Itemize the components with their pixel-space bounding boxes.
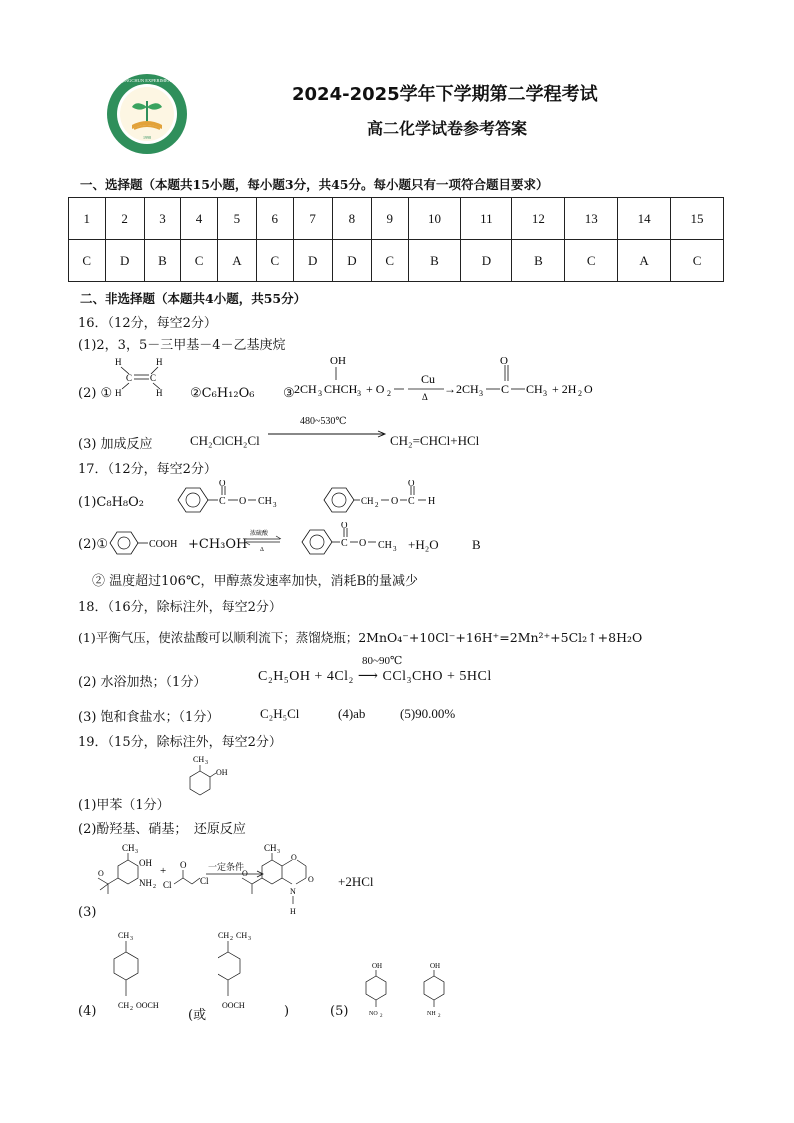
svg-text:2: 2 (578, 389, 582, 398)
q18-part2-label: (2) 水浴加热；（1分） (78, 675, 207, 690)
svg-text:O: O (239, 496, 247, 507)
question-number-cell: 11 (461, 198, 512, 240)
svg-text:Cu: Cu (421, 372, 436, 386)
svg-text:COOH: COOH (149, 539, 178, 550)
q16-part3-reactant: CH₂ClCH₂Cl (190, 433, 260, 448)
svg-text:2: 2 (387, 389, 391, 398)
svg-text:NH: NH (139, 878, 152, 888)
svg-text:3: 3 (393, 545, 397, 553)
svg-text:C: C (341, 538, 348, 549)
svg-text:OH: OH (430, 962, 441, 970)
svg-text:CHCH: CHCH (324, 382, 358, 396)
svg-text:+ O: + O (366, 382, 385, 396)
svg-text:NH: NH (427, 1011, 436, 1017)
answer-cell: C (257, 240, 294, 282)
page-title: 2024-2025学年下学期第二学程考试 (292, 84, 598, 105)
answer-cell: B (144, 240, 181, 282)
svg-text:3: 3 (479, 389, 483, 398)
svg-text:1998: 1998 (143, 135, 151, 140)
question-number-cell: 3 (144, 198, 181, 240)
section1-heading: 一、选择题（本题共15小题，每小题3分，共45分。每小题只有一项符合题目要求） (80, 177, 549, 192)
question-number-cell: 1 (69, 198, 106, 240)
svg-text:3: 3 (277, 849, 280, 855)
methyl-benzoate-structure (172, 480, 282, 526)
school-logo (106, 73, 188, 155)
answer-table (68, 197, 724, 282)
svg-text:O: O (219, 480, 226, 488)
answer-cell: D (461, 240, 512, 282)
svg-text:C: C (501, 382, 510, 396)
alcohol-oxidation-equation (294, 352, 614, 408)
svg-text:OH: OH (372, 962, 383, 970)
q17-part2-label: (2)① (78, 537, 109, 552)
answer-cell: C (565, 240, 618, 282)
svg-text:3: 3 (130, 936, 133, 942)
svg-text:CH: CH (193, 755, 205, 764)
svg-text:浓硫酸: 浓硫酸 (250, 531, 269, 537)
svg-text:O: O (291, 853, 297, 862)
question-number-cell: 4 (181, 198, 218, 240)
svg-text:2: 2 (153, 884, 156, 890)
svg-text:O: O (242, 869, 248, 878)
answer-cell: A (217, 240, 256, 282)
answer-cell: A (618, 240, 671, 282)
q19-part2: (2)酚羟基、硝基； 还原反应 (78, 822, 246, 837)
svg-text:C: C (150, 373, 157, 383)
table-row (69, 198, 724, 240)
answer-cell: D (332, 240, 371, 282)
svg-text:O: O (408, 480, 415, 488)
answer-cell: C (69, 240, 106, 282)
q17-part2-explanation: ② 温度超过106℃，甲醇蒸发速率加快，消耗B的量减少 (92, 574, 419, 589)
q17-title: 17．（12分，每空2分） (78, 462, 217, 477)
svg-text:Cl: Cl (163, 880, 172, 890)
q18-part3-answer: C₂H₅Cl (260, 706, 300, 721)
svg-text:CH: CH (218, 931, 230, 940)
section2-heading: 二、非选择题（本题共4小题，共55分） (80, 291, 307, 306)
svg-text:CH: CH (118, 931, 130, 940)
question-number-cell: 15 (671, 198, 724, 240)
svg-text:OOCH: OOCH (222, 1001, 245, 1010)
svg-text:O: O (98, 869, 104, 878)
q19-part4-or: (或 (188, 1008, 207, 1023)
q16-part1: (1)2，3，5－三甲基－4－乙基庚烷 (78, 338, 286, 353)
svg-text:OH: OH (139, 858, 152, 868)
svg-text:+ 2H: + 2H (552, 382, 577, 396)
svg-text:OOCH: OOCH (136, 1001, 159, 1010)
q19-part5-label: (5) (330, 1004, 349, 1019)
svg-text:O: O (308, 875, 314, 884)
svg-text:H: H (156, 388, 163, 398)
p-aminophenol-structure (418, 960, 452, 1026)
q19-part3-hcl: +2HCl (338, 874, 374, 889)
q19-part1: (1)甲苯（1分） (78, 798, 170, 813)
answer-cell: D (105, 240, 144, 282)
benzoic-acid-structure (106, 526, 186, 566)
q18-part2-equation: C₂H₅OH + 4Cl₂ ⟶ CCl₃CHO + 5HCl (258, 669, 492, 684)
svg-text:H: H (115, 357, 122, 367)
svg-text:→2: →2 (444, 382, 462, 396)
q18-part5: (5)90.00% (400, 706, 456, 721)
svg-text:2: 2 (438, 1014, 441, 1019)
svg-text:O: O (500, 355, 508, 367)
svg-text:Δ: Δ (422, 392, 428, 402)
q19-part4-label: (4) (78, 1004, 97, 1019)
benzyl-formate-structure (318, 480, 443, 526)
q16-part2-2: ②C₆H₁₂O₆ (190, 386, 255, 401)
q18-part3: (3) 饱和食盐水；（1分） (78, 710, 220, 725)
question-number-cell: 6 (257, 198, 294, 240)
svg-text:3: 3 (543, 389, 547, 398)
q19-title: 19．（15分，除标注外，每空2分） (78, 735, 282, 750)
question-number-cell: 7 (293, 198, 332, 240)
svg-text:3: 3 (273, 501, 277, 509)
o-cresol-structure (188, 754, 238, 808)
question-number-cell: 13 (565, 198, 618, 240)
svg-text:O: O (391, 496, 399, 507)
p-nitrophenol-structure (360, 960, 394, 1026)
q19-part3-condition: 一定条件 (208, 862, 245, 872)
svg-text:N: N (290, 887, 296, 896)
svg-text:H: H (290, 907, 296, 916)
svg-text:OH: OH (216, 768, 228, 777)
question-number-cell: 8 (332, 198, 371, 240)
svg-text:QINGCHUN EXPERIMENT: QINGCHUN EXPERIMENT (120, 78, 174, 83)
q18-title: 18．（16分，除标注外，每空2分） (78, 600, 282, 615)
q19-part3-label: (3) (78, 905, 97, 920)
svg-text:NO: NO (369, 1011, 378, 1017)
q17-part2-answer: B (472, 537, 481, 552)
answer-cell: B (408, 240, 461, 282)
q16-part3-product: CH₂=CHCl+HCl (390, 433, 480, 448)
svg-text:CH: CH (378, 540, 392, 551)
q17-part2-water: +H₂O (408, 537, 439, 552)
equilibrium-arrow (242, 528, 286, 556)
svg-text:CH: CH (361, 496, 374, 506)
svg-text:H: H (156, 357, 163, 367)
svg-text:2: 2 (130, 1006, 133, 1012)
question-number-cell: 14 (618, 198, 671, 240)
answer-cell: C (181, 240, 218, 282)
para-methylphenyl-formate-structure (112, 928, 182, 1022)
svg-text:O: O (180, 860, 187, 870)
svg-text:2: 2 (380, 1014, 383, 1019)
para-ethylphenyl-formate-structure (218, 928, 288, 1022)
svg-text:3: 3 (318, 389, 322, 398)
svg-text:H: H (428, 496, 436, 507)
svg-text:+: + (160, 865, 167, 877)
q19-part4-close: ) (284, 1004, 290, 1019)
answer-cell: C (671, 240, 724, 282)
svg-text:CH: CH (118, 1001, 130, 1010)
q18-part2-condition: 80~90℃ (362, 655, 403, 667)
q16-title: 16．（12分，每空2分） (78, 316, 217, 331)
q16-part3-condition: 480~530℃ (300, 416, 347, 427)
svg-text:C: C (408, 496, 415, 507)
svg-text:3: 3 (205, 760, 208, 766)
svg-text:O: O (359, 538, 367, 549)
svg-text:C: C (219, 496, 226, 507)
question-number-cell: 9 (372, 198, 409, 240)
svg-text:2CH: 2CH (294, 382, 317, 396)
svg-text:CH: CH (264, 843, 277, 853)
methyl-benzoate-product (296, 522, 406, 566)
svg-text:2: 2 (230, 936, 233, 942)
question-number-cell: 2 (105, 198, 144, 240)
svg-text:O: O (584, 382, 593, 396)
svg-text:OH: OH (330, 355, 346, 367)
page-subtitle: 高二化学试卷参考答案 (367, 119, 528, 138)
question-number-cell: 5 (217, 198, 256, 240)
table-row (69, 240, 724, 282)
svg-text:3: 3 (357, 389, 361, 398)
svg-text:C: C (126, 373, 133, 383)
q16-part3-label: (3) 加成反应 (78, 437, 153, 452)
svg-text:Δ: Δ (260, 547, 264, 552)
svg-text:CH: CH (526, 382, 543, 396)
question-number-cell: 10 (408, 198, 461, 240)
svg-text:CH: CH (236, 931, 248, 940)
q17-part1: (1)C₈H₈O₂ (78, 495, 144, 510)
question-number-cell: 12 (512, 198, 565, 240)
svg-text:CH: CH (122, 843, 135, 853)
svg-text:2: 2 (375, 501, 379, 509)
q17-part2-methanol: +CH₃OH (188, 537, 248, 552)
q16-part2-3: ③ (283, 386, 295, 401)
svg-text:H: H (115, 388, 122, 398)
q16-part2-label: (2) ① (78, 386, 113, 401)
answer-cell: C (372, 240, 409, 282)
q18-part1: (1)平衡气压，使浓盐酸可以顺利流下；蒸馏烧瓶；2MnO₄⁻+10Cl⁻+16H⁺=2Mn²⁺+5Cl₂↑+8H₂O (78, 630, 643, 645)
ethylene-structure (112, 356, 172, 404)
q18-part4: (4)ab (338, 706, 366, 721)
svg-text:3: 3 (248, 936, 251, 942)
svg-text:CH: CH (462, 382, 479, 396)
answer-cell: B (512, 240, 565, 282)
svg-text:CH: CH (258, 496, 272, 507)
svg-text:3: 3 (135, 849, 138, 855)
reaction-arrow (268, 424, 388, 443)
svg-text:O: O (341, 522, 348, 530)
answer-cell: D (293, 240, 332, 282)
svg-text:Cl: Cl (200, 876, 209, 886)
